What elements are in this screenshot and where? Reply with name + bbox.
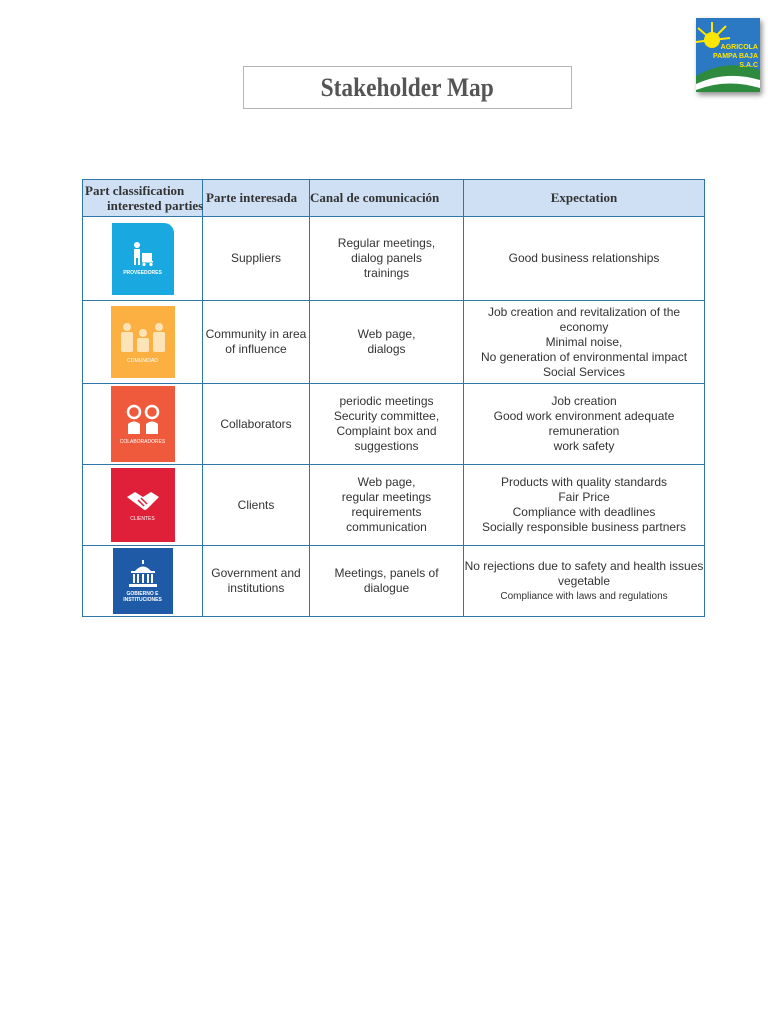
header-channel: Canal de comunicación xyxy=(310,180,464,217)
party-cell xyxy=(203,546,310,617)
party-text: Community in area of influence xyxy=(205,327,307,356)
channel-text: Web page, regular meetings requirements communication xyxy=(341,475,432,534)
expectation-text: Products with quality standards Fair Price Compliance with deadlines Socially responsible business partners xyxy=(481,475,687,534)
stakeholder-table xyxy=(82,179,705,617)
expectation-text: Job creation Good work environment adequate remuneration work safety xyxy=(493,394,675,453)
classification-cell xyxy=(83,217,203,301)
page-title: Stakeholder Map xyxy=(320,72,495,102)
party-cell xyxy=(203,301,310,384)
handshake-icon xyxy=(126,489,160,513)
government-caption: GOBIERNO E INSTITUCIONES xyxy=(123,590,162,603)
header-expectation: Expectation xyxy=(464,180,705,217)
page-title-box xyxy=(243,66,572,109)
channel-cell xyxy=(310,384,464,465)
logo-text-line-3: S.A.C xyxy=(739,62,758,69)
expectation-small-text: Compliance with laws and regulations xyxy=(500,590,668,602)
table-row xyxy=(83,301,705,384)
party-cell xyxy=(203,465,310,546)
government-tile xyxy=(113,548,173,614)
channel-text: Web page, dialogs xyxy=(357,327,416,356)
supplier-tile xyxy=(112,223,174,295)
classification-cell xyxy=(83,465,203,546)
logo-graphic xyxy=(696,18,760,92)
channel-cell xyxy=(310,217,464,301)
expectation-cell xyxy=(464,384,705,465)
logo-text-line-2: PAMPA BAJA xyxy=(713,53,758,60)
collaborators-caption: COLABORADORES xyxy=(119,438,166,445)
classification-cell xyxy=(83,546,203,617)
collaborators-tile xyxy=(111,386,175,462)
party-cell xyxy=(203,217,310,301)
supplier-icon xyxy=(130,241,156,267)
community-icon xyxy=(119,321,167,355)
logo-text-line-1: AGRICOLA xyxy=(720,44,758,51)
header-party: Parte interesada xyxy=(203,180,310,217)
channel-text: Meetings, panels of dialogue xyxy=(334,566,439,595)
expectation-cell xyxy=(464,217,705,301)
header-classification-line-2: interested parties xyxy=(107,198,204,213)
channel-text: Regular meetings, dialog panels trainings xyxy=(337,236,436,280)
expectation-text: Good business relationships xyxy=(508,251,660,265)
party-text: Government and institutions xyxy=(211,566,301,595)
table-row xyxy=(83,217,705,301)
supplier-caption: PROVEEDORES xyxy=(123,270,162,276)
community-tile xyxy=(111,306,175,378)
community-caption: COMUNIDAD xyxy=(127,357,158,364)
expectation-cell xyxy=(464,546,705,617)
expectation-cell xyxy=(464,301,705,384)
government-building-icon xyxy=(127,560,159,588)
channel-text: periodic meetings Security committee, Complaint box and suggestions xyxy=(333,394,440,453)
clients-tile xyxy=(111,468,175,542)
table-row xyxy=(83,546,705,617)
classification-cell xyxy=(83,384,203,465)
party-cell xyxy=(203,384,310,465)
clients-caption: CLIENTES xyxy=(130,515,155,522)
channel-cell xyxy=(310,546,464,617)
table-row xyxy=(83,384,705,465)
classification-cell xyxy=(83,301,203,384)
channel-cell xyxy=(310,465,464,546)
table-header-row xyxy=(83,180,705,217)
expectation-text: Job creation and revitalization of the economy Minimal noise, No generation of environmental impact Social Services xyxy=(480,304,688,379)
company-logo xyxy=(696,18,760,92)
collaborators-icon xyxy=(124,404,162,436)
party-text: Clients xyxy=(237,497,275,512)
party-text: Collaborators xyxy=(220,416,292,431)
party-text: Suppliers xyxy=(230,251,282,265)
channel-cell xyxy=(310,301,464,384)
header-classification-line-1: Part classification xyxy=(85,183,185,198)
table-row xyxy=(83,465,705,546)
expectation-text: No rejections due to safety and health issues vegetable xyxy=(464,558,704,588)
header-classification xyxy=(83,180,203,217)
expectation-cell xyxy=(464,465,705,546)
